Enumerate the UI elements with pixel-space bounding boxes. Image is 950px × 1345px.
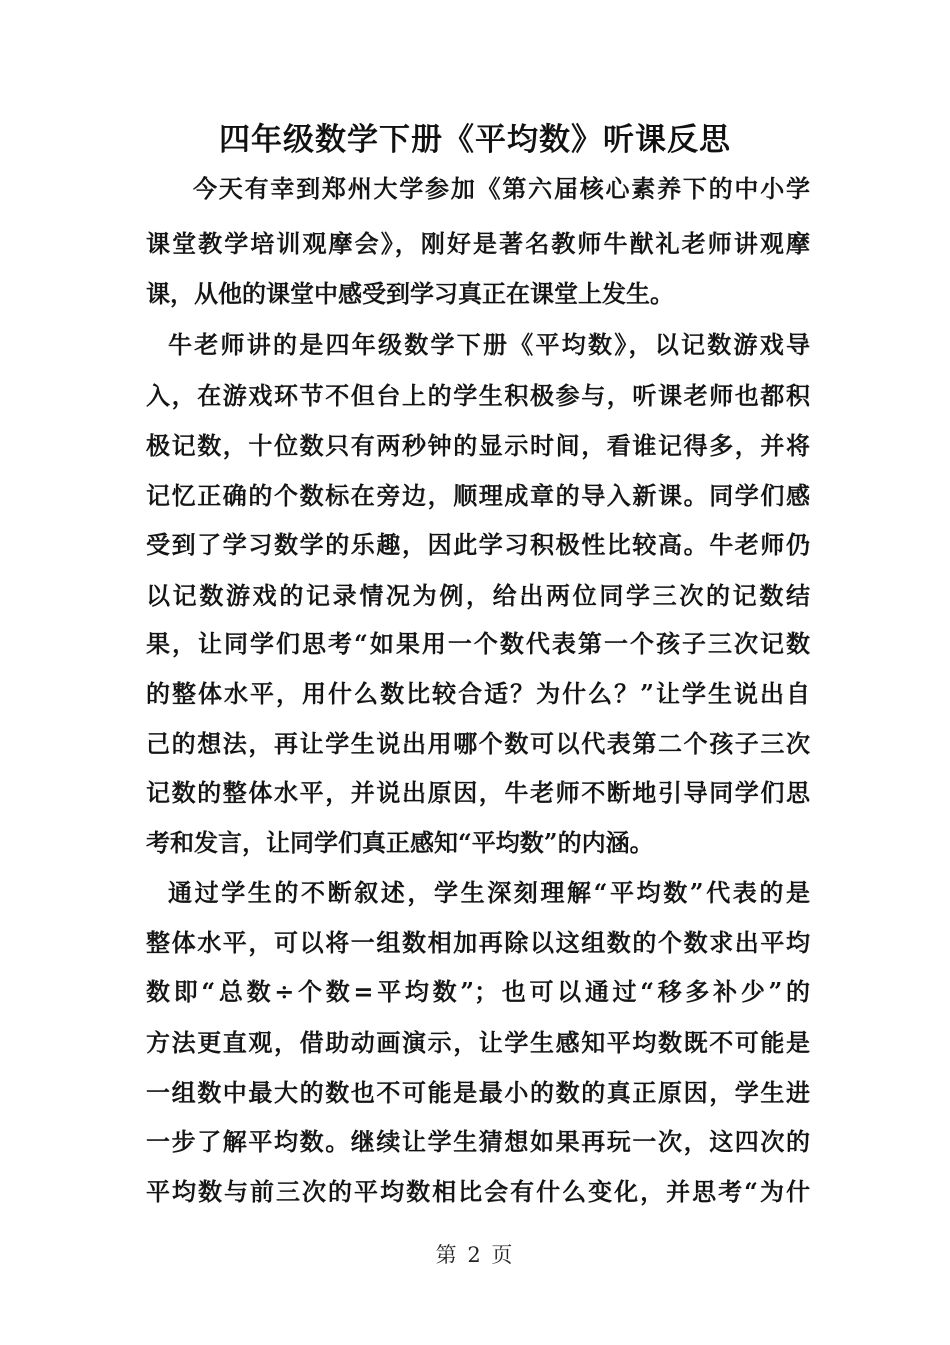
paragraph-line: 数即“总数÷个数=平均数”；也可以通过“移多补少”的 xyxy=(146,977,810,1006)
paragraph-line: 记数的整体水平，并说出原因，牛老师不断地引导同学们思 xyxy=(146,778,810,807)
paragraph-line: 今天有幸到郑州大学参加《第六届核心素养下的中小学 xyxy=(193,174,810,203)
paragraph-line: 入，在游戏环节不但台上的学生积极参与，听课老师也都积 xyxy=(146,381,810,410)
paragraph-line: 课，从他的课堂中感受到学习真正在课堂上发生。 xyxy=(146,279,674,308)
paragraph-line: 平均数与前三次的平均数相比会有什么变化，并思考“为什 xyxy=(146,1177,810,1206)
paragraph-line: 方法更直观，借助动画演示，让学生感知平均数既不可能是 xyxy=(146,1028,810,1057)
paragraph-line: 整体水平，可以将一组数相加再除以这组数的个数求出平均 xyxy=(146,928,810,957)
paragraph-line: 受到了学习数学的乐趣，因此学习积极性比较高。牛老师仍 xyxy=(146,530,810,559)
paragraph-line: 考和发言，让同学们真正感知“平均数”的内涵。 xyxy=(146,828,654,857)
paragraph-line: 记忆正确的个数标在旁边，顺理成章的导入新课。同学们感 xyxy=(146,481,810,510)
paragraph-line: 己的想法，再让学生说出用哪个数可以代表第二个孩子三次 xyxy=(146,729,810,758)
page-number: 第 2 页 xyxy=(435,1243,515,1267)
document-title: 四年级数学下册《平均数》听课反思 xyxy=(219,122,731,158)
paragraph-line: 课堂教学培训观摩会》，刚好是著名教师牛猷礼老师讲观摩 xyxy=(146,229,810,258)
paragraph-line: 一步了解平均数。继续让学生猜想如果再玩一次，这四次的 xyxy=(146,1127,810,1156)
paragraph-line: 牛老师讲的是四年级数学下册《平均数》，以记数游戏导 xyxy=(168,330,810,359)
paragraph-line: 果，让同学们思考“如果用一个数代表第一个孩子三次记数 xyxy=(146,629,810,658)
paragraph-line: 一组数中最大的数也不可能是最小的数的真正原因，学生进 xyxy=(146,1078,810,1107)
paragraph-line: 通过学生的不断叙述，学生深刻理解“平均数”代表的是 xyxy=(168,878,810,907)
paragraph-line: 极记数，十位数只有两秒钟的显示时间，看谁记得多，并将 xyxy=(146,431,810,460)
paragraph-line: 的整体水平，用什么数比较合适？为什么？”让学生说出自 xyxy=(146,679,810,708)
paragraph-line: 以记数游戏的记录情况为例，给出两位同学三次的记数结 xyxy=(146,581,810,610)
